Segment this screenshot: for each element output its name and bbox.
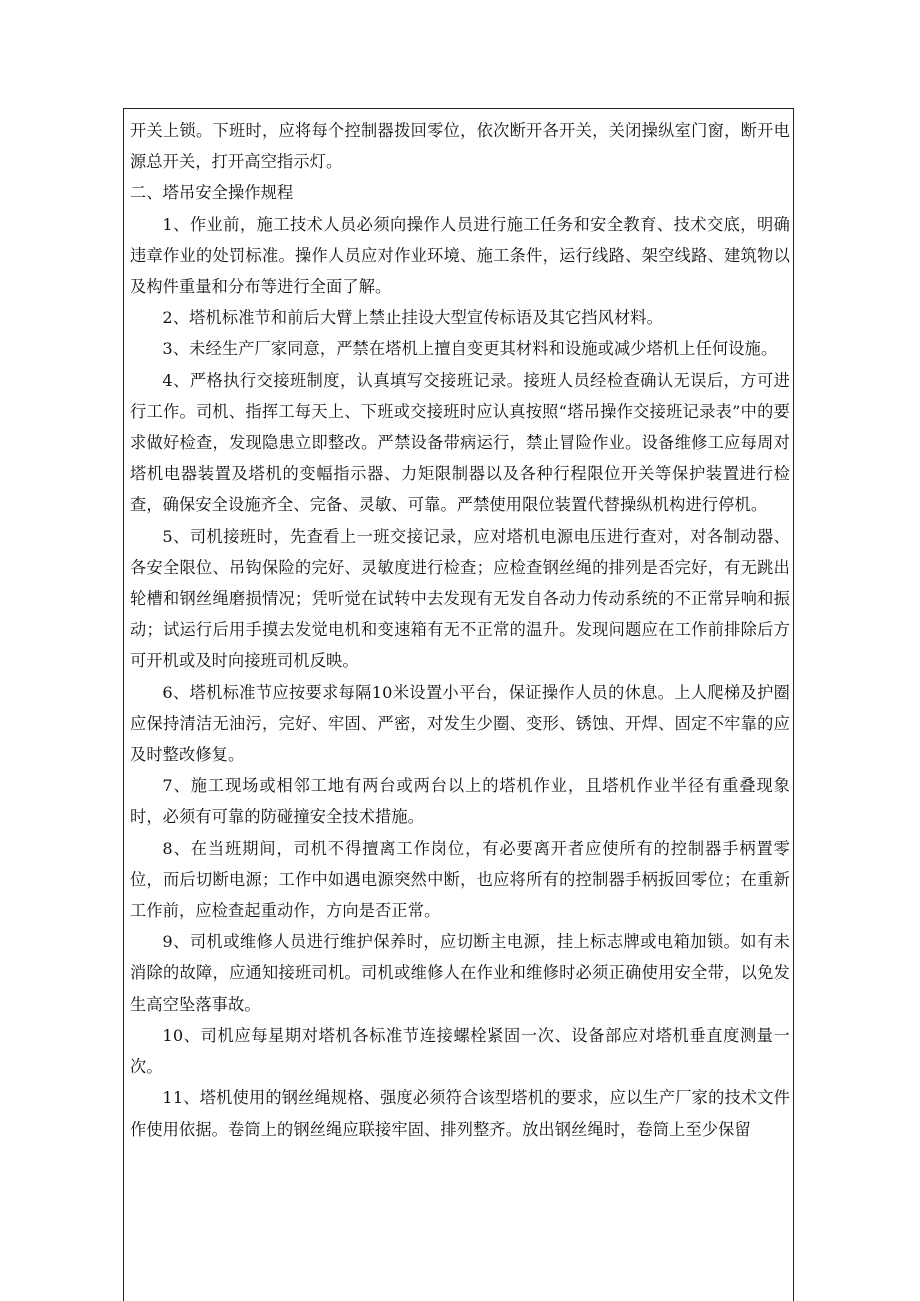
document-body — [130, 115, 790, 1145]
paragraph-item-9: 9、司机或维修人员进行维护保养时，应切断主电源，挂上标志牌或电箱加锁。如有未消除的故障，应通知接班司机。司机或维修人在作业和维修时必须正确使用安全带，以免发生高空坠落事故。 — [130, 932, 790, 1014]
paragraph-item-2: 2、塔机标准节和前后大臂上禁止挂设大型宣传标语及其它挡风材料。 — [162, 308, 663, 328]
paragraph-item-4: 4、严格执行交接班制度，认真填写交接班记录。接班人员经检查确认无误后，方可进行工作。司机、指挥工每天上、下班或交接班时应认真按照“塔吊操作交接班记录表”中的要求做好检查，发现隐患立即整改。严禁设备带病运行，禁止冒险作业。设备维修工应每周对塔机电器装置及塔机的变幅指示器、力矩限制器以及各种行程限位开关等保护装置进行检查，确保安全设施齐全、完备、灵敏、可靠。严禁使用限位装置代替操纵机构进行停机。 — [130, 370, 790, 515]
paragraph-item-11: 11、塔机使用的钢丝绳规格、强度必须符合该型塔机的要求，应以生产厂家的技术文件作使用依据。卷筒上的钢丝绳应联接牢固、排列整齐。放出钢丝绳时，卷筒上至少保留 — [130, 1088, 790, 1139]
section-heading: 二、塔吊安全操作规程 — [130, 183, 294, 203]
paragraph-continuation: 开关上锁。下班时，应将每个控制器拨回零位，依次断开各开关，关闭操纵室门窗，断开电源总开关，打开高空指示灯。 — [130, 121, 790, 172]
paragraph-item-1: 1、作业前，施工技术人员必须向操作人员进行施工任务和安全教育、技术交底，明确违章作业的处罚标准。操作人员应对作业环境、施工条件，运行线路、架空线路、建筑物以及构件重量和分布等进行全面了解。 — [130, 214, 790, 297]
paragraph-item-6: 6、塔机标准节应按要求每隔10米设置小平台，保证操作人员的休息。上人爬梯及护圈应保持清洁无油污，完好、牢固、严密，对发生少圈、变形、锈蚀、开焊、固定不牢靠的应及时整改修复。 — [130, 682, 790, 765]
paragraph-item-8: 8、在当班期间，司机不得擅离工作岗位，有必要离开者应使所有的控制器手柄置零位，而后切断电源；工作中如遇电源突然中断，也应将所有的控制器手柄扳回零位；在重新工作前，应检查起重动作，方向是否正常。 — [130, 838, 790, 921]
paragraph-item-7: 7、施工现场或相邻工地有两台或两台以上的塔机作业，且塔机作业半径有重叠现象时，必须有可靠的防碰撞安全技术措施。 — [130, 776, 790, 827]
paragraph-item-10: 10、司机应每星期对塔机各标准节连接螺栓紧固一次、设备部应对塔机垂直度测量一次。 — [130, 1025, 790, 1077]
paragraph-item-5: 5、司机接班时，先查看上一班交接记录，应对塔机电源电压进行查对，对各制动器、各安全限位、吊钩保险的完好、灵敏度进行检查；应检查钢丝绳的排列是否完好，有无跳出轮槽和钢丝绳磨损情况；凭听觉在试转中去发现有无发自各动力传动系统的不正常异响和振动；试运行后用手摸去发觉电机和变速箱有无不正常的温升。发现问题应在工作前排除后方可开机或及时向接班司机反映。 — [130, 526, 790, 671]
paragraph-item-3: 3、未经生产厂家同意，严禁在塔机上擅自变更其材料和设施或减少塔机上任何设施。 — [162, 339, 778, 359]
